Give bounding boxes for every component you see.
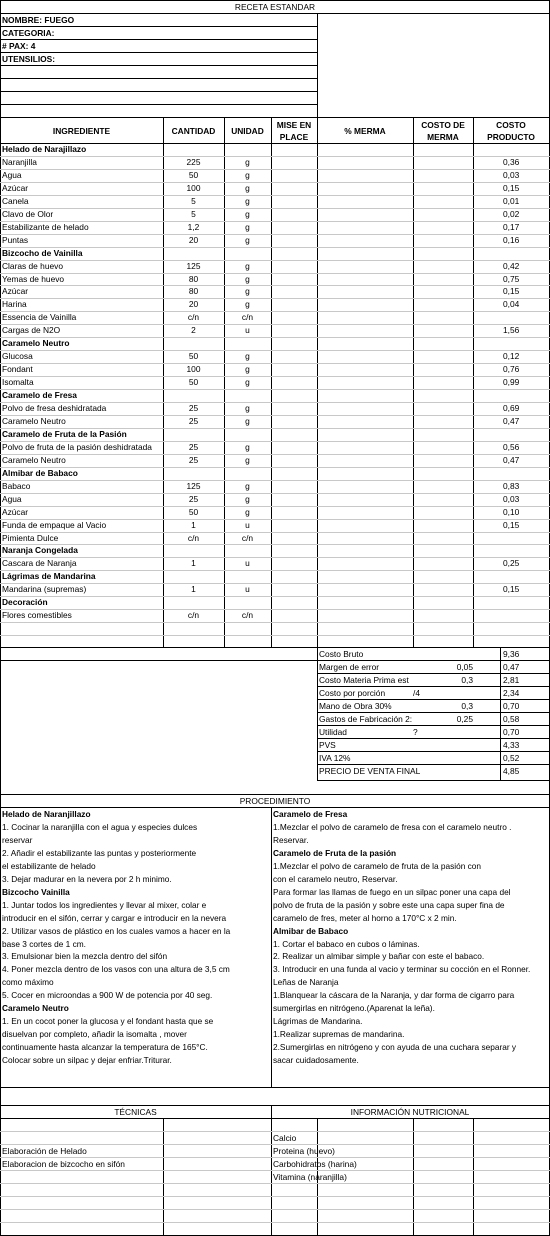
column-header-cantidad: CANTIDAD bbox=[171, 126, 216, 136]
tecnicas-title: TÉCNICAS bbox=[114, 1107, 157, 1117]
ingredient-name: Cargas de N2O bbox=[2, 325, 61, 336]
ingredient-row bbox=[0, 311, 550, 324]
procedure-line: 2. Añadir el estabilizante las puntas y posteriormente bbox=[2, 847, 197, 858]
ingredient-quantity: 1 bbox=[191, 558, 196, 569]
ingredient-quantity: 5 bbox=[191, 195, 196, 206]
procedure-line: 1. Cocinar la naranjilla con el agua y especies dulces bbox=[2, 821, 198, 832]
procedure-line: Colocar sobre un silpac y dejar enfriar.Triturar. bbox=[2, 1055, 172, 1066]
ingredient-unit: g bbox=[245, 286, 250, 297]
column-header-unidad: UNIDAD bbox=[231, 126, 264, 136]
ingredient-unit: g bbox=[245, 506, 250, 517]
ingredient-cost: 0,15 bbox=[503, 182, 520, 193]
ingredient-unit: u bbox=[245, 325, 250, 336]
header-info-line: NOMBRE: FUEGO bbox=[2, 15, 75, 25]
procedimiento-title: PROCEDIMIENTO bbox=[239, 796, 311, 806]
ingredient-unit: g bbox=[245, 480, 250, 491]
procedure-heading: Almibar de Babaco bbox=[273, 925, 349, 936]
financial-value: 0,70 bbox=[503, 726, 520, 737]
ingredient-quantity: 20 bbox=[188, 299, 199, 310]
ingredient-unit: g bbox=[245, 221, 250, 232]
procedure-line: 5. Cocer en microondas a 900 W de potencia por 40 seg. bbox=[2, 990, 213, 1001]
ingredient-cost: 0,42 bbox=[503, 260, 520, 271]
financial-label: Margen de error bbox=[319, 661, 380, 672]
financial-factor: 0,25 bbox=[456, 713, 473, 724]
section-title: Decoración bbox=[2, 597, 48, 608]
financial-note: /4 bbox=[413, 687, 420, 698]
section-row bbox=[0, 544, 550, 557]
ingredient-row bbox=[0, 376, 550, 389]
procedure-line: 1.Mezclar el polvo de caramelo de fresa con el caramelo neutro . bbox=[273, 821, 512, 832]
ingredient-quantity: 20 bbox=[188, 234, 199, 245]
header-info-line: UTENSILIOS: bbox=[2, 54, 56, 64]
ingredient-quantity: 80 bbox=[188, 286, 199, 297]
procedure-line: 2. Utilizar vasos de plástico en los cuales vamos a hacer en la bbox=[2, 925, 231, 936]
ingredient-row bbox=[0, 234, 550, 247]
financial-label: Gastos de Fabricación 2: bbox=[319, 713, 413, 724]
column-header-merma-2: MERMA bbox=[427, 132, 459, 142]
section-title: Bizcocho de Vainilla bbox=[2, 247, 83, 258]
ingredient-name: Azúcar bbox=[2, 286, 29, 297]
procedure-line: 1. En un cocot poner la glucosa y el fondant hasta que se bbox=[2, 1016, 214, 1027]
tecnica-item: Elaboracion de bizcocho en sifón bbox=[2, 1159, 125, 1169]
financial-label: Costo por porción bbox=[319, 687, 386, 698]
financial-value: 0,70 bbox=[503, 700, 520, 711]
ingredient-row bbox=[0, 298, 550, 311]
procedure-line: 1. Juntar todos los ingredientes y llevar al mixer, colar e bbox=[2, 899, 207, 910]
ingredient-quantity: 1,2 bbox=[187, 221, 200, 232]
ingredient-unit: g bbox=[245, 493, 250, 504]
section-row bbox=[0, 467, 550, 480]
ingredient-row bbox=[0, 493, 550, 506]
ingredient-name: Fondant bbox=[2, 364, 33, 375]
financial-label: Utilidad bbox=[319, 726, 347, 737]
ingredient-unit: g bbox=[245, 299, 250, 310]
financial-label: Costo Materia Prima est bbox=[319, 674, 409, 685]
column-header-costo-de: COSTO DE bbox=[421, 120, 465, 130]
ingredient-name: Glucosa bbox=[2, 351, 33, 362]
ingredient-cost: 0,15 bbox=[503, 519, 520, 530]
ingredient-quantity: 1 bbox=[191, 584, 196, 595]
ingredient-name: Isomalta bbox=[2, 377, 34, 388]
ingredient-unit: u bbox=[245, 558, 250, 569]
section-row bbox=[0, 143, 550, 156]
procedure-line: como máximo bbox=[2, 977, 54, 988]
procedure-line: el estabilizante de helado bbox=[2, 860, 96, 871]
ingredient-row bbox=[0, 273, 550, 286]
ingredient-row bbox=[0, 519, 550, 532]
nutricion-item: Proteina (huevo) bbox=[273, 1146, 335, 1156]
procedure-line: base 3 cortes de 1 cm. bbox=[2, 938, 86, 949]
financial-value: 0,47 bbox=[503, 661, 520, 672]
ingredient-cost: 0,15 bbox=[503, 584, 520, 595]
header-info-line: # PAX: 4 bbox=[2, 41, 36, 51]
financial-row bbox=[317, 765, 549, 778]
financial-value: 4,85 bbox=[503, 765, 520, 776]
ingredient-row bbox=[0, 350, 550, 363]
procedure-line: caramelo de fres, meter al horno a 170°C x 2 min. bbox=[273, 912, 457, 923]
column-header-costo: COSTO bbox=[496, 120, 526, 130]
ingredient-name: Caramelo Neutro bbox=[2, 454, 66, 465]
ingredient-name: Cascara de Naranja bbox=[2, 558, 77, 569]
financial-row bbox=[317, 674, 549, 687]
nutricion-item: Calcio bbox=[273, 1133, 297, 1143]
procedure-line: 2. Realizar un almibar simple y bañar con este el babaco. bbox=[273, 951, 485, 962]
ingredient-name: Puntas bbox=[2, 234, 29, 245]
procedure-line: 1.Mezclar el polvo de caramelo de fruta de la pasión con bbox=[273, 860, 482, 871]
ingredient-row bbox=[0, 583, 550, 596]
ingredient-cost: 0,47 bbox=[503, 454, 520, 465]
financial-value: 4,33 bbox=[503, 739, 520, 750]
ingredient-quantity: 25 bbox=[188, 454, 199, 465]
recipe-title: RECETA ESTANDAR bbox=[234, 2, 316, 12]
ingredient-name: Azúcar bbox=[2, 506, 29, 517]
ingredient-row bbox=[0, 195, 550, 208]
procedure-line: introducir en el sifón, cerrar y cargar e introducir en la nevera bbox=[2, 912, 227, 923]
section-title: Caramelo de Fresa bbox=[2, 390, 77, 401]
section-title: Helado de Narajillazo bbox=[2, 144, 87, 154]
financial-note: ? bbox=[413, 726, 418, 737]
ingredient-cost: 0,12 bbox=[503, 351, 520, 362]
financial-row bbox=[317, 648, 549, 661]
ingredient-quantity: 50 bbox=[188, 351, 199, 362]
ingredient-unit: g bbox=[245, 351, 250, 362]
ingredient-quantity: 125 bbox=[186, 260, 201, 271]
ingredient-quantity: 25 bbox=[188, 403, 199, 413]
financial-factor bbox=[437, 739, 473, 752]
procedure-line: Lágrimas de Mandarina. bbox=[273, 1016, 363, 1027]
ingredient-unit: g bbox=[245, 234, 250, 245]
procedure-line: 1. Cortar el babaco en cubos o láminas. bbox=[273, 938, 420, 949]
ingredient-name: Flores comestibles bbox=[2, 610, 72, 621]
ingredient-name: Caramelo Neutro bbox=[2, 415, 66, 426]
ingredient-row bbox=[0, 182, 550, 195]
nutricion-item: Vitamina (naranjilla) bbox=[273, 1172, 347, 1182]
ingredient-cost: 0,56 bbox=[503, 441, 520, 452]
nutricion-item: Carbohidratos (harina) bbox=[273, 1159, 357, 1169]
section-row bbox=[0, 247, 550, 260]
financial-row bbox=[317, 752, 549, 765]
procedure-line: 3. Dejar madurar en la nevera por 2 h minimo. bbox=[2, 873, 172, 884]
procedure-line: sacar cuidadosamente. bbox=[273, 1055, 359, 1066]
ingredient-quantity: 100 bbox=[186, 364, 201, 375]
ingredient-quantity: 50 bbox=[188, 377, 199, 388]
ingredient-name: Clavo de Olor bbox=[2, 208, 54, 219]
column-header-place: PLACE bbox=[279, 132, 309, 142]
ingredient-unit: g bbox=[245, 273, 250, 284]
ingredient-row bbox=[0, 285, 550, 298]
ingredient-unit: g bbox=[245, 454, 250, 465]
ingredient-row bbox=[0, 260, 550, 273]
section-title: Naranja Congelada bbox=[2, 545, 78, 556]
financial-row bbox=[317, 661, 549, 674]
financial-value: 9,36 bbox=[503, 649, 520, 659]
ingredient-quantity: 25 bbox=[188, 415, 199, 426]
procedure-line: 2.Sumergirlas en nitrógeno y con ayuda de una cuchara separar y bbox=[273, 1042, 517, 1053]
ingredient-row bbox=[0, 506, 550, 519]
procedure-line: 1.Blanquear la cáscara de la Naranja, y dar forma de cigarro para bbox=[273, 990, 515, 1001]
ingredient-unit: g bbox=[245, 415, 250, 426]
ingredient-quantity: 5 bbox=[191, 208, 196, 219]
ingredient-quantity: 225 bbox=[186, 156, 201, 167]
ingredient-unit: g bbox=[245, 182, 250, 193]
ingredient-name: Naranjilla bbox=[2, 156, 37, 167]
ingredient-cost: 0,01 bbox=[503, 195, 520, 206]
ingredient-unit: g bbox=[245, 156, 250, 167]
ingredient-row bbox=[0, 156, 550, 169]
ingredient-cost: 0,47 bbox=[503, 415, 520, 426]
procedure-line: con el caramelo neutro, Reservar. bbox=[273, 873, 398, 884]
section-row bbox=[0, 337, 550, 350]
ingredient-unit: u bbox=[245, 584, 250, 595]
ingredient-cost: 0,83 bbox=[503, 480, 520, 491]
ingredient-row bbox=[0, 402, 550, 415]
ingredient-cost: 0,76 bbox=[503, 364, 520, 375]
ingredient-quantity: c/n bbox=[187, 312, 200, 323]
column-header-ingrediente: INGREDIENTE bbox=[52, 126, 111, 136]
procedure-line: 3. Introducir en una funda al vacio y terminar su cocción en el Ronner. bbox=[273, 964, 531, 975]
financial-factor bbox=[437, 648, 473, 661]
ingredient-cost: 0,03 bbox=[503, 169, 520, 180]
financial-row bbox=[317, 726, 549, 739]
procedure-line: 1.Realizar supremas de mandarina. bbox=[273, 1029, 405, 1040]
section-title: Caramelo Neutro bbox=[2, 338, 70, 349]
ingredient-name: Funda de empaque al Vacio bbox=[2, 519, 107, 530]
ingredient-row bbox=[0, 532, 550, 545]
ingredient-row bbox=[0, 208, 550, 221]
ingredient-cost: 0,10 bbox=[503, 506, 520, 517]
ingredient-unit: g bbox=[245, 441, 250, 452]
ingredient-name: Pimienta Dulce bbox=[2, 532, 59, 543]
ingredient-unit: g bbox=[245, 403, 250, 413]
ingredient-cost: 0,04 bbox=[503, 299, 520, 310]
section-row bbox=[0, 596, 550, 609]
ingredient-row bbox=[0, 415, 550, 428]
ingredient-unit: g bbox=[245, 260, 250, 271]
ingredient-row bbox=[0, 441, 550, 454]
procedure-line: Leñas de Naranja bbox=[273, 977, 339, 988]
ingredient-row bbox=[0, 454, 550, 467]
financial-value: 0,58 bbox=[503, 713, 520, 724]
ingredient-name: Estabilizante de helado bbox=[2, 221, 89, 232]
procedure-line: Para formar las llamas de fuego en un silpac poner una capa del bbox=[273, 886, 511, 897]
ingredient-cost: 0,99 bbox=[503, 377, 520, 388]
procedure-heading: Caramelo Neutro bbox=[2, 1003, 69, 1014]
ingredient-unit: g bbox=[245, 377, 250, 388]
ingredient-name: Claras de huevo bbox=[2, 260, 63, 271]
financial-label: IVA 12% bbox=[319, 752, 351, 763]
financial-label: PVS bbox=[319, 739, 336, 750]
nutricion-title: INFORMACIÓN NUTRICIONAL bbox=[350, 1107, 470, 1117]
ingredient-unit: c/n bbox=[241, 610, 254, 621]
financial-label: Mano de Obra 30% bbox=[319, 700, 392, 711]
procedure-line: Reservar. bbox=[273, 834, 309, 845]
ingredient-cost: 0,69 bbox=[503, 403, 520, 413]
section-row bbox=[0, 428, 550, 441]
financial-factor: 0,05 bbox=[456, 661, 473, 672]
ingredient-cost: 0,75 bbox=[503, 273, 520, 284]
section-title: Lágrimas de Mandarina bbox=[2, 571, 96, 582]
ingredient-unit: c/n bbox=[241, 312, 254, 323]
section-title: Almibar de Babaco bbox=[2, 467, 78, 478]
procedure-line: reservar bbox=[2, 834, 33, 845]
ingredient-unit: g bbox=[245, 169, 250, 180]
procedure-line: continuamente hasta alcanzar la temperatura de 165°C. bbox=[2, 1042, 208, 1053]
financial-factor bbox=[437, 752, 473, 765]
ingredient-unit: u bbox=[245, 519, 250, 530]
ingredient-unit: g bbox=[245, 208, 250, 219]
ingredient-name: Agua bbox=[2, 493, 22, 504]
ingredient-quantity: 25 bbox=[188, 441, 199, 452]
procedure-heading: Bizcocho Vainilla bbox=[2, 886, 70, 897]
ingredient-name: Polvo de fruta de la pasión deshidratada bbox=[2, 441, 152, 452]
ingredient-quantity: 125 bbox=[186, 480, 201, 491]
ingredient-name: Yemas de huevo bbox=[2, 273, 65, 284]
ingredient-row bbox=[0, 557, 550, 570]
column-header-merma: % MERMA bbox=[344, 126, 386, 136]
ingredient-name: Mandarina (supremas) bbox=[2, 584, 87, 595]
ingredient-unit: c/n bbox=[241, 532, 254, 543]
financial-factor bbox=[437, 687, 473, 700]
ingredient-row bbox=[0, 480, 550, 493]
financial-factor bbox=[437, 726, 473, 739]
ingredient-cost: 1,56 bbox=[503, 325, 520, 336]
ingredient-name: Polvo de fresa deshidratada bbox=[2, 403, 107, 413]
ingredient-cost: 0,02 bbox=[503, 208, 520, 219]
column-header-mise-en: MISE EN bbox=[276, 120, 312, 130]
ingredient-name: Agua bbox=[2, 169, 22, 180]
financial-label: PRECIO DE VENTA FINAL bbox=[319, 765, 421, 776]
procedure-heading: Helado de Naranjillazo bbox=[2, 809, 91, 819]
ingredient-cost: 0,15 bbox=[503, 286, 520, 297]
procedure-line: polvo de fruta de la pasión y sobre este una capa super fina de bbox=[273, 899, 505, 910]
procedure-line: 3. Emulsionar bien la mezcla dentro del sifón bbox=[2, 951, 168, 962]
ingredient-quantity: c/n bbox=[187, 610, 200, 621]
column-header-producto: PRODUCTO bbox=[487, 132, 535, 142]
ingredient-row bbox=[0, 324, 550, 337]
ingredient-row bbox=[0, 363, 550, 376]
procedure-line: 4. Poner mezcla dentro de los vasos con una altura de 3,5 cm bbox=[2, 964, 230, 975]
ingredient-quantity: 50 bbox=[188, 169, 199, 180]
ingredient-quantity: 1 bbox=[191, 519, 196, 530]
ingredient-name: Azúcar bbox=[2, 182, 29, 193]
ingredient-row bbox=[0, 221, 550, 234]
ingredient-quantity: 2 bbox=[191, 325, 196, 336]
ingredient-cost: 0,17 bbox=[503, 221, 520, 232]
ingredient-quantity: 100 bbox=[186, 182, 201, 193]
ingredient-row bbox=[0, 169, 550, 182]
ingredient-row bbox=[0, 609, 550, 622]
financial-row bbox=[317, 739, 549, 752]
header-info-line: CATEGORIA: bbox=[2, 28, 55, 38]
financial-label: Costo Bruto bbox=[319, 649, 364, 659]
ingredient-name: Essencia de Vainilla bbox=[2, 312, 77, 323]
ingredient-unit: g bbox=[245, 364, 250, 375]
ingredient-cost: 0,25 bbox=[503, 558, 520, 569]
procedure-heading: Caramelo de Fruta de la pasión bbox=[273, 847, 397, 858]
financial-value: 0,52 bbox=[503, 752, 520, 763]
ingredient-quantity: c/n bbox=[187, 532, 200, 543]
financial-value: 2,81 bbox=[503, 674, 520, 685]
ingredient-name: Babaco bbox=[2, 480, 31, 491]
financial-factor bbox=[437, 765, 473, 778]
financial-row bbox=[317, 687, 549, 700]
financial-factor: 0,3 bbox=[461, 674, 473, 685]
ingredient-quantity: 25 bbox=[188, 493, 199, 504]
procedure-heading: Caramelo de Fresa bbox=[273, 809, 348, 819]
procedure-line: disuelvan por completo, añadir la isomalta , mover bbox=[2, 1029, 187, 1040]
ingredient-name: Harina bbox=[2, 299, 27, 310]
section-title: Caramelo de Fruta de la Pasión bbox=[2, 428, 127, 439]
ingredient-cost: 0,16 bbox=[503, 234, 520, 245]
procedure-line: sumergirlas en nitrógeno.(Aparenat la leña). bbox=[273, 1003, 435, 1014]
financial-row bbox=[317, 713, 549, 726]
section-row bbox=[0, 570, 550, 583]
section-row bbox=[0, 389, 550, 402]
tecnica-item: Elaboración de Helado bbox=[2, 1146, 87, 1156]
ingredient-name: Canela bbox=[2, 195, 29, 206]
ingredient-cost: 0,36 bbox=[503, 156, 520, 167]
ingredient-quantity: 50 bbox=[188, 506, 199, 517]
financial-value: 2,34 bbox=[503, 687, 520, 698]
ingredient-cost: 0,03 bbox=[503, 493, 520, 504]
financial-factor: 0,3 bbox=[461, 700, 473, 711]
ingredient-unit: g bbox=[245, 195, 250, 206]
financial-row bbox=[317, 700, 549, 713]
ingredient-quantity: 80 bbox=[188, 273, 199, 284]
